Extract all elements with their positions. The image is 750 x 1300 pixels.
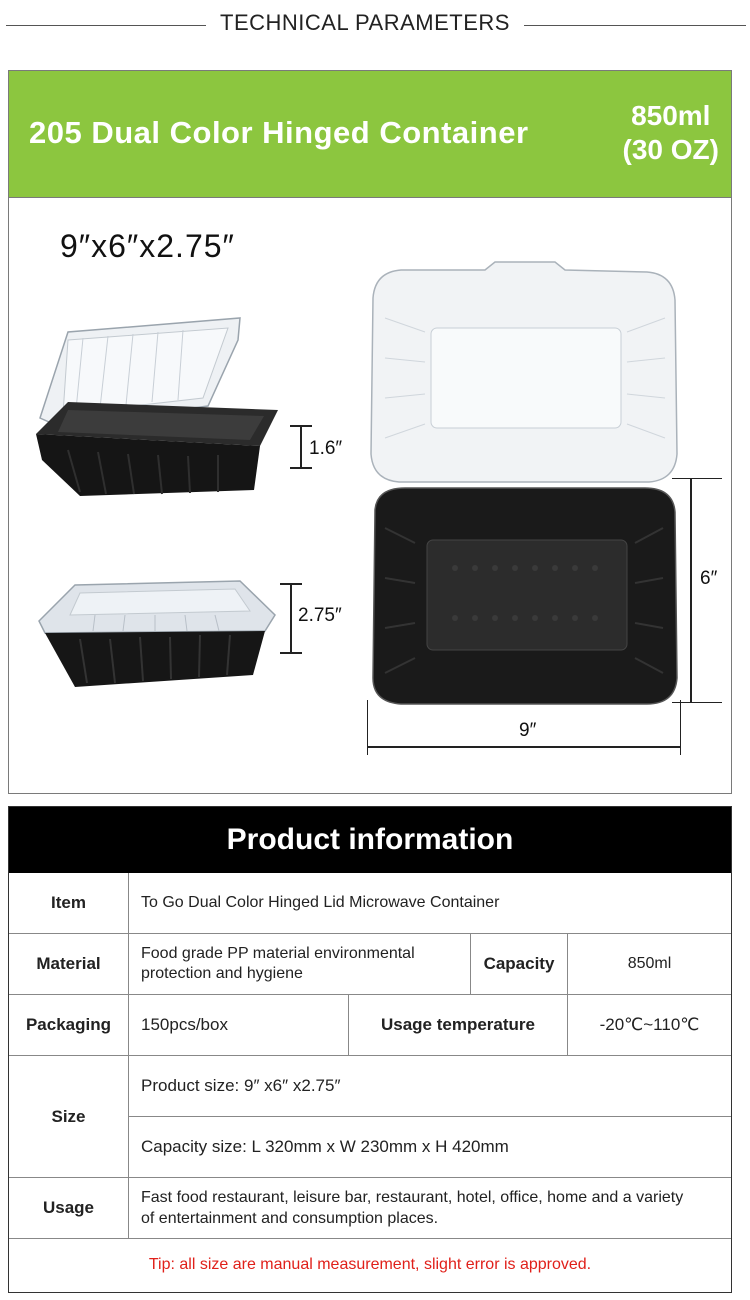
item-value: To Go Dual Color Hinged Lid Microwave Container — [129, 873, 731, 934]
packaging-value: 150pcs/box — [129, 995, 349, 1056]
product-banner — [8, 70, 732, 198]
overall-dimensions: 9″x6″x2.75″ — [60, 228, 235, 264]
material-value: Food grade PP material environmental protection and hygiene — [129, 934, 471, 995]
product-info-table — [8, 806, 732, 1293]
material-label: Material — [9, 934, 129, 995]
dim-line-width — [690, 478, 692, 703]
usage-label: Usage — [9, 1178, 129, 1239]
open-container-photo — [28, 310, 286, 500]
capacity-badge — [623, 99, 719, 167]
size-label: Size — [9, 1056, 129, 1178]
capacity-value: 850ml — [568, 934, 731, 995]
length-label: 9″ — [519, 720, 537, 741]
section-title: TECHNICAL PARAMETERS — [220, 10, 510, 35]
usage-value: Fast food restaurant, leisure bar, restaurant, hotel, office, home and a variety of entertainment and consumption places. — [129, 1178, 731, 1239]
dim-line-base-height — [300, 425, 302, 469]
capacity-oz: (30 OZ) — [622, 134, 719, 165]
width-label: 6″ — [700, 568, 718, 589]
dim-line-length — [367, 746, 681, 748]
base-height-label: 1.6″ — [309, 438, 343, 459]
dim-tick-top — [672, 478, 722, 479]
top-view-photo — [365, 258, 683, 708]
usage-temperature-label: Usage temperature — [349, 995, 568, 1056]
capacity-label: Capacity — [471, 934, 568, 995]
section-header — [0, 0, 750, 52]
product-info-title: Product information — [9, 807, 731, 873]
closed-container-photo — [35, 575, 280, 690]
capacity-size-value: Capacity size: L 320mm x W 230mm x H 420mm — [129, 1117, 731, 1178]
usage-temperature-value: -20℃~110℃ — [568, 995, 731, 1056]
capacity-ml: 850ml — [631, 100, 711, 131]
header-rule-right — [524, 25, 746, 26]
item-label: Item — [9, 873, 129, 934]
packaging-label: Packaging — [9, 995, 129, 1056]
dim-line-closed-height — [290, 583, 292, 654]
measurement-tip: Tip: all size are manual measurement, slight error is approved. — [148, 1256, 592, 1273]
product-size-value: Product size: 9″ x6″ x2.75″ — [129, 1056, 731, 1117]
model-title: 205 Dual Color Hinged Container — [29, 115, 529, 150]
header-rule-left — [6, 25, 206, 26]
closed-height-label: 2.75″ — [298, 605, 342, 626]
